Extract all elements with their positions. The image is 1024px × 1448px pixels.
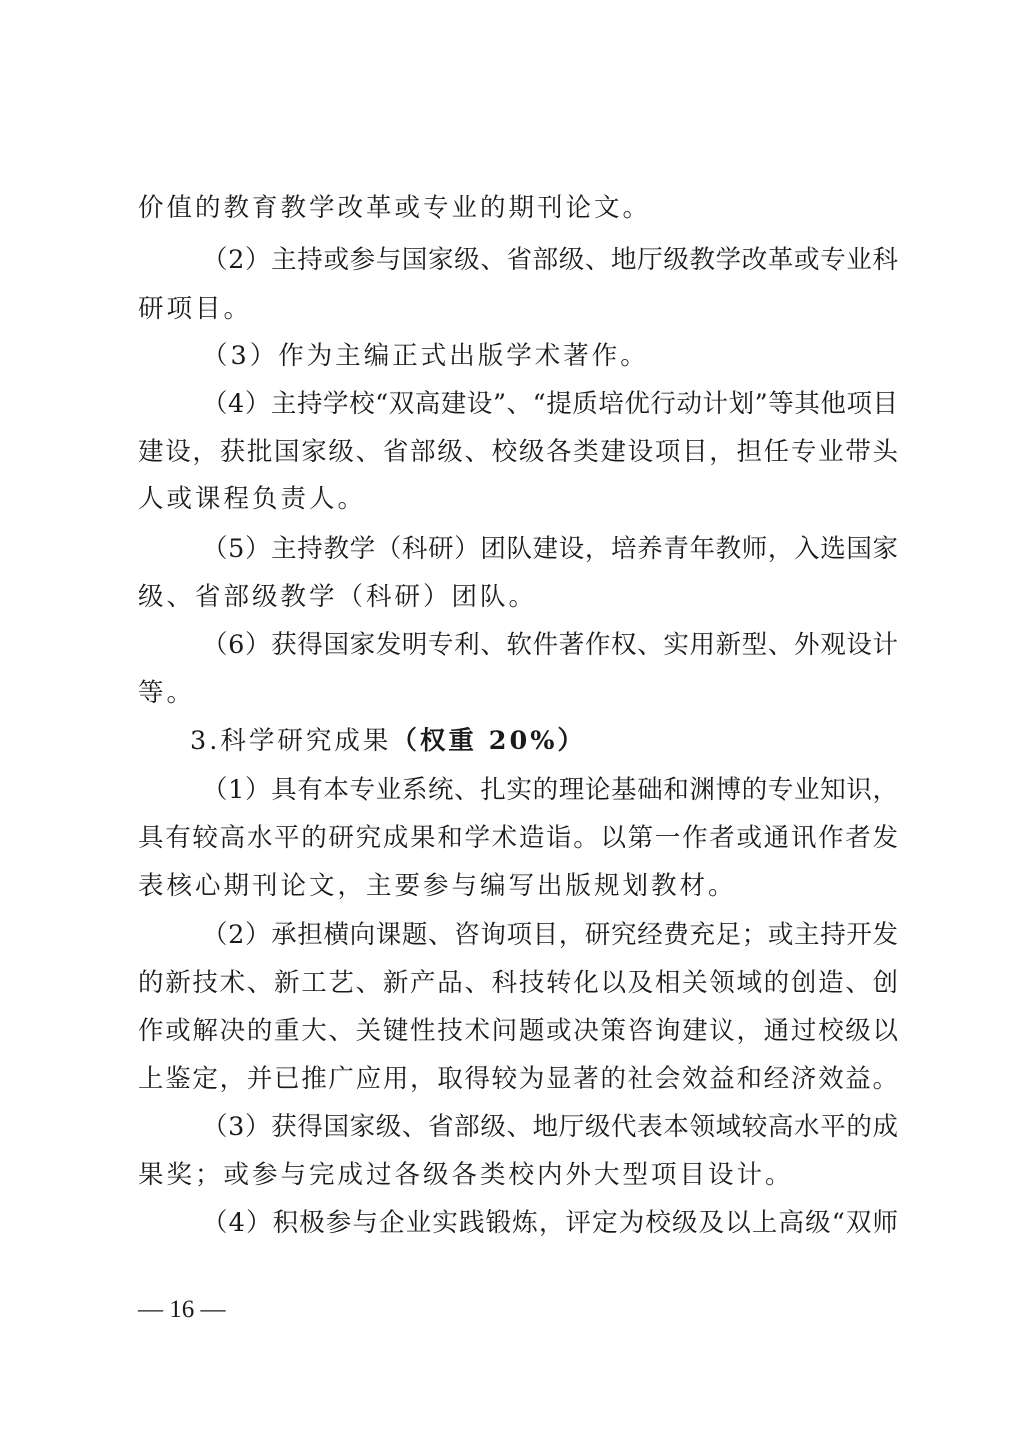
section-heading-weight: （权重 20%） xyxy=(391,726,586,756)
text-line: 果奖；或参与完成过各级各类校内外大型项目设计。 xyxy=(138,1160,794,1190)
text-line: （1）具有本专业系统、扎实的理论基础和渊博的专业知识， xyxy=(202,775,898,805)
text-line: 表核心期刊论文，主要参与编写出版规划教材。 xyxy=(138,871,737,901)
text-line: 价值的教育教学改革或专业的期刊论文。 xyxy=(138,193,652,223)
text-line: 研项目。 xyxy=(138,294,253,324)
text-line: （4）主持学校“双高建设”、“提质培优行动计划”等其他项目 xyxy=(202,389,898,419)
text-line: （2）承担横向课题、咨询项目，研究经费充足；或主持开发 xyxy=(202,920,898,950)
text-line: 级、省部级教学（科研）团队。 xyxy=(138,582,538,612)
section-heading-title: 3.科学研究成果 xyxy=(190,726,392,756)
text-line: 等。 xyxy=(138,678,196,708)
text-line: （3）作为主编正式出版学术著作。 xyxy=(202,341,649,371)
text-line: （2）主持或参与国家级、省部级、地厅级教学改革或专业科 xyxy=(202,245,898,275)
text-line: 上鉴定，并已推广应用，取得较为显著的社会效益和经济效益。 xyxy=(138,1064,898,1094)
text-line: 具有较高水平的研究成果和学术造诣。以第一作者或通讯作者发 xyxy=(138,823,898,853)
text-line: 人或课程负责人。 xyxy=(138,484,367,514)
text-line: 建设，获批国家级、省部级、校级各类建设项目，担任专业带头 xyxy=(138,437,898,467)
text-line: 作或解决的重大、关键性技术问题或决策咨询建议，通过校级以 xyxy=(138,1016,898,1046)
text-line: （4）积极参与企业实践锻炼，评定为校级及以上高级“双师 xyxy=(202,1208,898,1238)
text-line: （3）获得国家级、省部级、地厅级代表本领域较高水平的成 xyxy=(202,1112,898,1142)
section-heading xyxy=(190,721,586,761)
text-line: （5）主持教学（科研）团队建设，培养青年教师，入选国家 xyxy=(202,534,898,564)
page-number: — 16 — xyxy=(138,1296,226,1323)
text-line: （6）获得国家发明专利、软件著作权、实用新型、外观设计 xyxy=(202,630,898,660)
text-line: 的新技术、新工艺、新产品、科技转化以及相关领域的创造、创 xyxy=(138,968,898,998)
